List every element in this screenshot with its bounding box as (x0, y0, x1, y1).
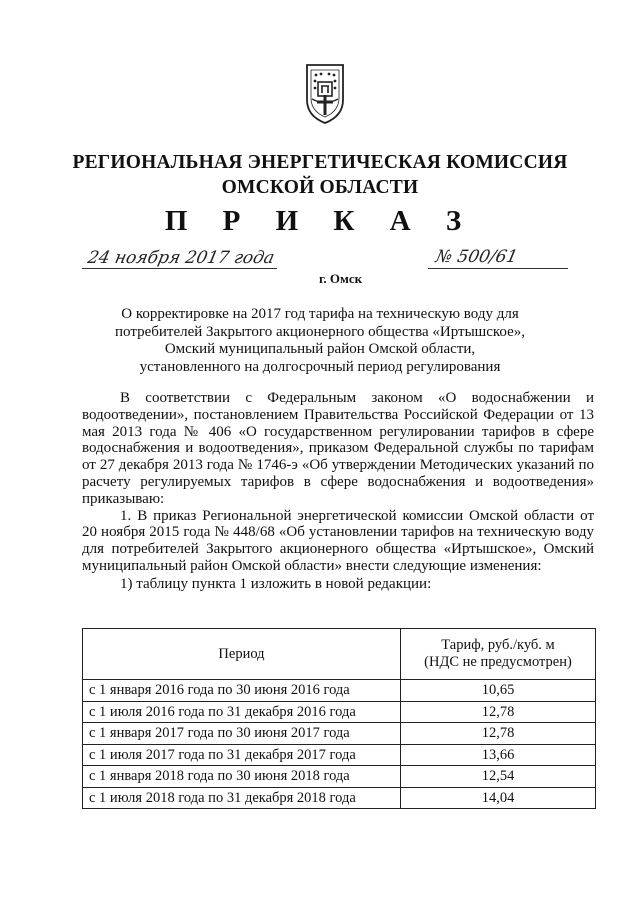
subject-line: потребителей Закрытого акционерного общества «Иртышское», (115, 323, 525, 340)
subject-line: установленного на долгосрочный период регулирования (139, 358, 501, 375)
tariff-cell: 12,78 (401, 701, 596, 723)
period-cell: с 1 июля 2016 года по 31 декабря 2016 года (83, 701, 401, 723)
subject-line: О корректировке на 2017 год тарифа на техническую воду для (121, 306, 519, 322)
order-subject (90, 306, 550, 376)
point-1-paragraph: 1. В приказ Региональной энергетической комиссии Омской области от 20 ноября 2015 года № 448/68 «Об установлении тарифов на техническую воду для потребителей Закрытого акционерного общества «Иртышское», Омский муниципальный район Омской области» внести следующие изменения: (82, 507, 594, 574)
table-header-row (83, 629, 596, 680)
period-cell: с 1 января 2017 года по 30 июня 2017 года (83, 723, 401, 745)
table-row (83, 723, 596, 745)
column-header-period: Период (83, 629, 401, 680)
column-header-tariff (401, 629, 596, 680)
tariff-cell: 14,04 (401, 787, 596, 809)
table-row (83, 787, 596, 809)
tariff-table (82, 628, 596, 809)
subpoint-1-paragraph: 1) таблицу пункта 1 изложить в новой редакции: (120, 575, 432, 592)
tariff-cell: 12,78 (401, 723, 596, 745)
number-underline (428, 268, 568, 269)
subject-line: Омский муниципальный район Омской области, (164, 341, 476, 357)
handwritten-order-number: № 500/61 (433, 247, 520, 267)
handwritten-date: 24 ноября 2017 года (85, 248, 277, 268)
date-underline (82, 268, 277, 269)
table-row (83, 744, 596, 766)
tariff-header-line1: Тариф, руб./куб. м (441, 637, 555, 653)
table-row (83, 680, 596, 702)
tariff-cell: 13,66 (401, 744, 596, 766)
table-row (83, 701, 596, 723)
organization-name (60, 150, 580, 200)
organization-name-line1: РЕГИОНАЛЬНАЯ ЭНЕРГЕТИЧЕСКАЯ КОМИССИЯ (72, 152, 568, 173)
coat-of-arms-emblem (303, 62, 347, 126)
table-row (83, 766, 596, 788)
tariff-header-line2: (НДС не предусмотрен) (424, 654, 572, 670)
tariff-cell: 10,65 (401, 680, 596, 702)
preamble-paragraph: В соответствии с Федеральным законом «О водоснабжении и водоотведении», постановлением Правительства Российской Федерации от 13 мая 2013 года № 406 «О государственном регулировании тарифов в сфере водоснабжения и водоотведения», приказом Федеральной службы по тарифам от 27 декабря 2013 года № 1746-э «Об утверждении Методических указаний по расчету регулируемых тарифов в сфере водоснабжения и водоотведения» приказываю: (82, 390, 594, 507)
period-cell: с 1 января 2018 года по 30 июня 2018 года (83, 766, 401, 788)
tariff-cell: 12,54 (401, 766, 596, 788)
document-type-title: П Р И К А З (164, 205, 476, 237)
period-cell: с 1 июля 2017 года по 31 декабря 2017 года (83, 744, 401, 766)
order-body (82, 390, 594, 593)
period-cell: с 1 января 2016 года по 30 июня 2016 года (83, 680, 401, 702)
city-label: г. Омск (319, 271, 363, 286)
period-cell: с 1 июля 2018 года по 31 декабря 2018 года (83, 787, 401, 809)
organization-name-line2: ОМСКОЙ ОБЛАСТИ (221, 177, 419, 198)
